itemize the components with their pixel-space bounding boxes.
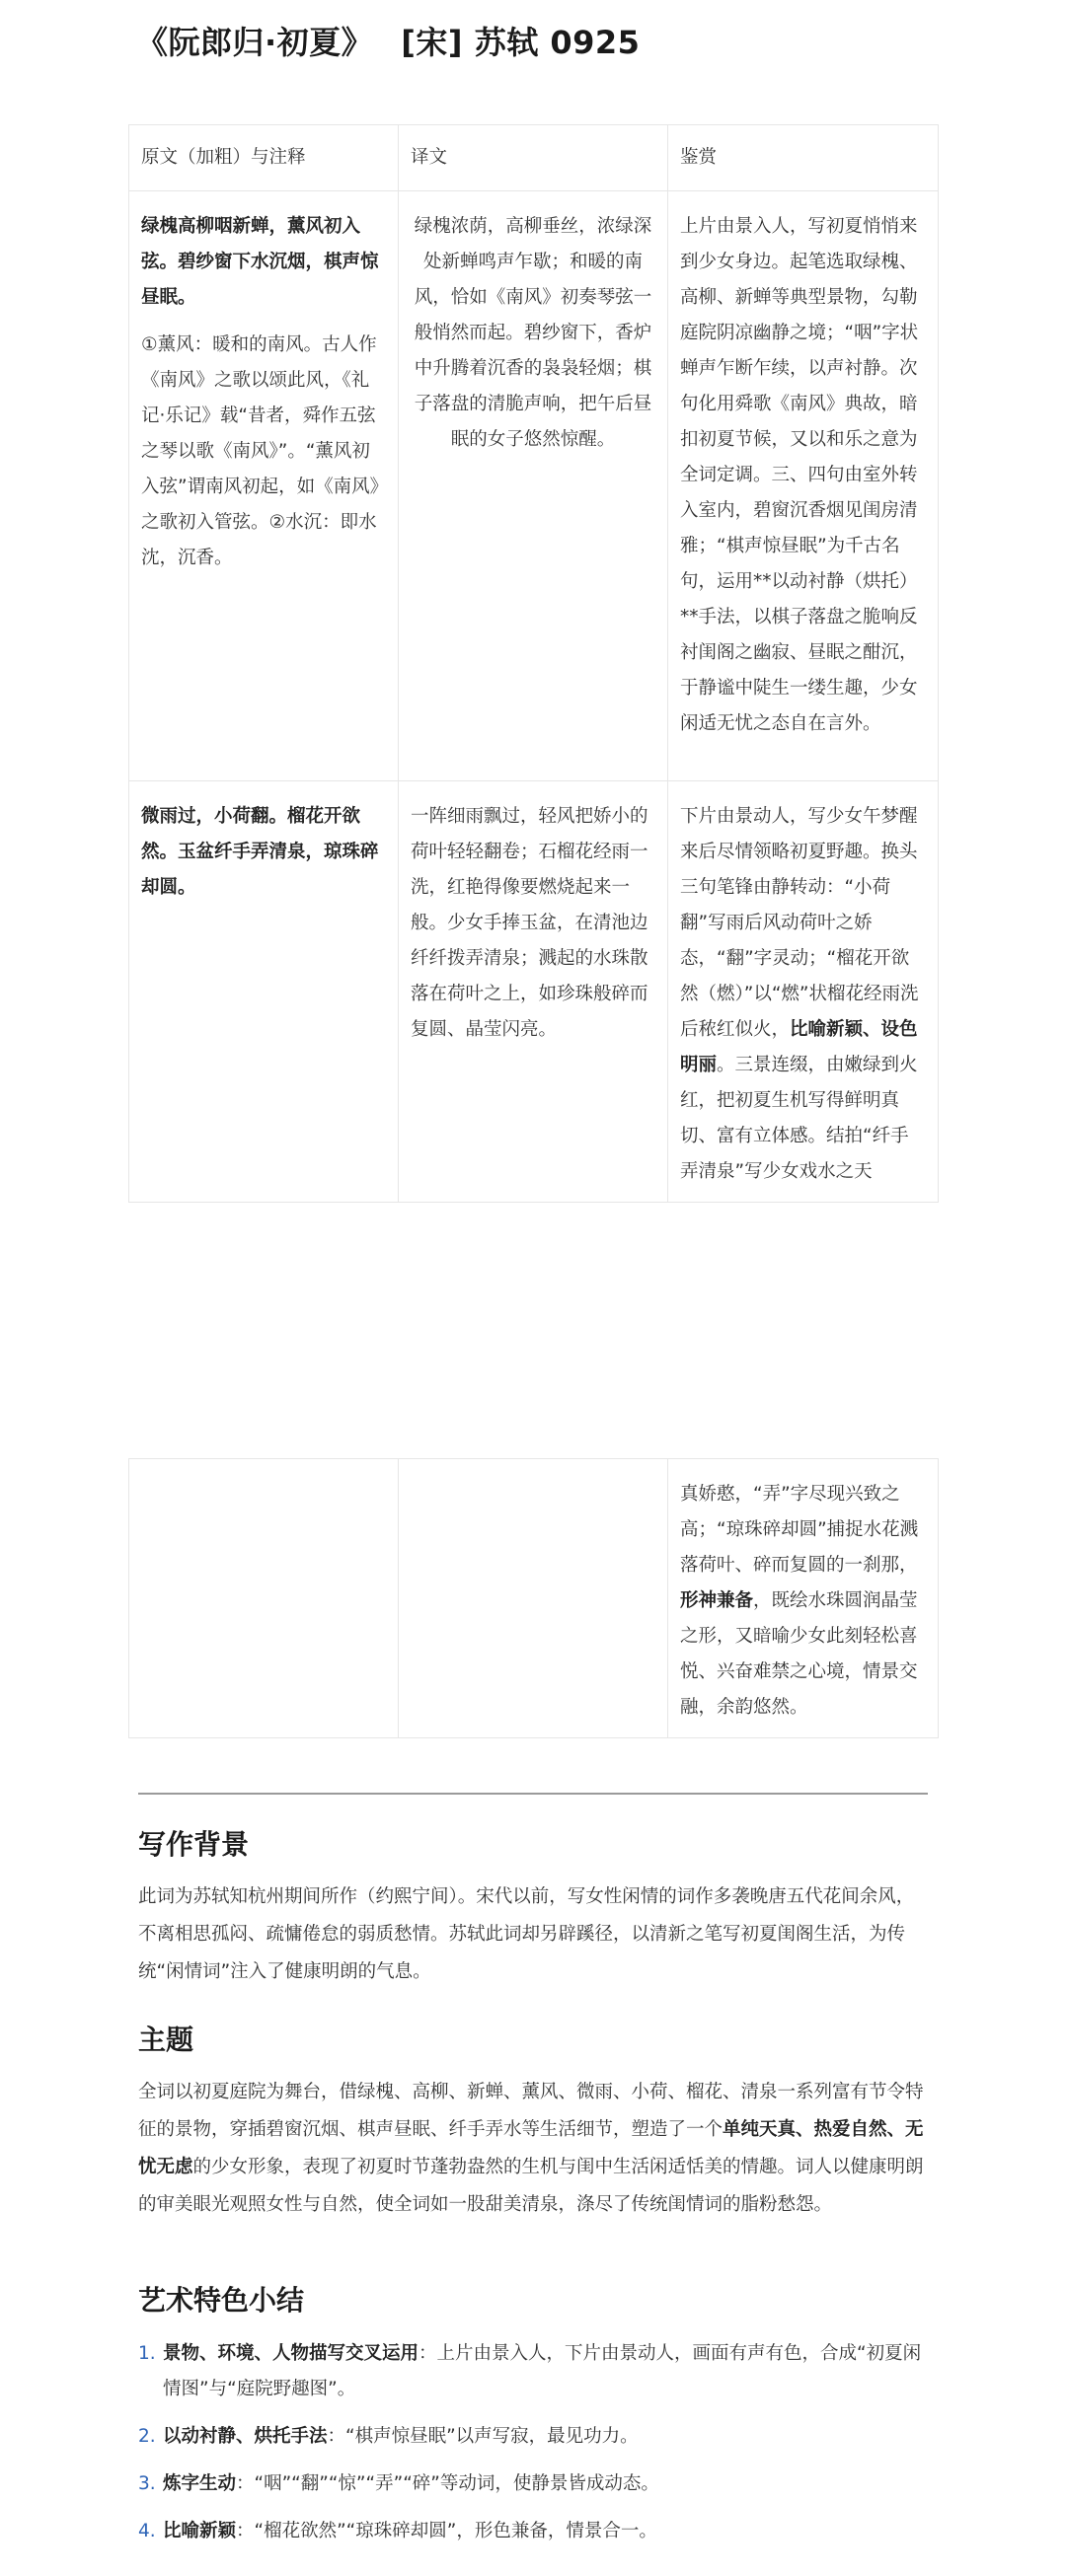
cell-appreciation <box>668 1459 939 1738</box>
table-row <box>129 191 939 781</box>
list-item <box>138 2514 928 2549</box>
cell-original <box>129 191 399 781</box>
cell-original <box>129 781 399 1203</box>
background-heading: 写作背景 <box>138 1828 250 1861</box>
table-header-row <box>129 125 939 191</box>
table-row <box>129 1459 939 1738</box>
theme-text-part: 的少女形象，表现了初夏时节蓬勃盎然的生机与闺中生活闲适恬美的情趣。词人以健康明朗的审美眼光观照女性与自然，使全词如一股甜美清泉，涤尽了传统闺情词的脂粉愁怨。 <box>138 2157 924 2215</box>
cell-translation: 绿槐浓荫，高柳垂丝，浓绿深处新蝉鸣声乍歇；和暖的南风，恰如《南风》初奏琴弦一般悄然而起。碧纱窗下，香炉中升腾着沉香的袅袅轻烟；棋子落盘的清脆声响，把午后昼眠的女子悠然惊醒。 <box>399 191 668 781</box>
appreciation-text: ，既绘水珠圆润晶莹之形，又暗喻少女此刻轻松喜悦、兴奋难禁之心境，情景交融，余韵悠然。 <box>680 1590 918 1718</box>
list-number: 3. <box>138 2473 156 2494</box>
theme-text <box>138 2074 928 2224</box>
poem-table <box>128 124 939 1203</box>
list-number: 2. <box>138 2426 156 2447</box>
original-text: 微雨过，小荷翻。榴花开欲然。玉盆纤手弄清泉，琼珠碎却圆。 <box>141 806 379 898</box>
list-item-text: ：“榴花欲然”“琼珠碎却圆”，形色兼备，情景合一。 <box>236 2521 657 2541</box>
list-number: 1. <box>138 2343 156 2364</box>
list-item-title: 景物、环境、人物描写交叉运用 <box>163 2343 419 2364</box>
theme-text-part: 全词以初夏庭院为舞台，借绿槐、高柳、新蝉、薰风、微雨、小荷、榴花、清泉一系列富有节令特征的景物，穿插碧窗沉烟、棋声昼眠、纤手弄水等生活细节，塑造了一个 <box>138 2082 924 2140</box>
appreciation-emphasis: 比喻新颖、设色明丽 <box>680 1019 918 1075</box>
list-number: 4. <box>138 2521 156 2541</box>
cell-translation: 一阵细雨飘过，轻风把娇小的荷叶轻轻翻卷；石榴花经雨一洗，红艳得像要燃烧起来一般。少女手捧玉盆，在清池边纤纤拨弄清泉；溅起的水珠散落在荷叶之上，如珍珠般碎而复圆、晶莹闪亮。 <box>399 781 668 1203</box>
appreciation-text: 。三景连缀，由嫩绿到火红，把初夏生机写得鲜明真切、富有立体感。结拍“纤手弄清泉”写少女戏水之天 <box>680 1055 918 1182</box>
list-item-title: 比喻新颖 <box>163 2521 237 2541</box>
original-text: 绿槐高柳咽新蝉，薰风初入弦。碧纱窗下水沉烟，棋声惊昼眠。 <box>141 216 379 308</box>
appreciation-text: 真娇憨，“弄”字尽现兴致之高；“琼珠碎却圆”捕捉水花溅落荷叶、碎而复圆的一刹那， <box>680 1484 919 1576</box>
table-row <box>129 781 939 1203</box>
list-item-text: ：上片由景入人，下片由景动人，画面有声有色，合成“初夏闲情图”与“庭院野趣图”。 <box>163 2343 922 2399</box>
list-item-title: 以动衬静、烘托手法 <box>163 2426 328 2447</box>
list-item <box>138 2336 928 2407</box>
cell-appreciation <box>668 781 939 1203</box>
list-item-text: ：“咽”“翻”“惊”“弄”“碎”等动词，使静景皆成动态。 <box>236 2473 659 2494</box>
page-title: 《阮郎归·初夏》 [宋] 苏轼 0925 <box>136 24 641 61</box>
theme-heading: 主题 <box>138 2024 194 2056</box>
header-translation: 译文 <box>399 125 668 191</box>
list-item-text: ：“棋声惊昼眠”以声写寂，最见功力。 <box>327 2426 639 2447</box>
poem-table-continued <box>128 1458 939 1738</box>
list-item <box>138 2466 928 2502</box>
list-item <box>138 2419 928 2455</box>
header-original: 原文（加粗）与注释 <box>129 125 399 191</box>
features-list <box>138 2336 928 2561</box>
list-item-title: 炼字生动 <box>163 2473 237 2494</box>
cell-appreciation: 上片由景入人，写初夏悄悄来到少女身边。起笔选取绿槐、高柳、新蝉等典型景物，勾勒庭院阴凉幽静之境；“咽”字状蝉声乍断乍续，以声衬静。次句化用舜歌《南风》典故，暗扣初夏节候，又以和乐之意为全词定调。三、四句由室外转入室内，碧窗沉香烟见闺房清雅；“棋声惊昼眠”为千古名句，运用**以动衬静（烘托）**手法，以棋子落盘之脆响反衬闺阁之幽寂、昼眠之酣沉，于静谧中陡生一缕生趣，少女闲适无忧之态自在言外。 <box>668 191 939 781</box>
summary-heading: 艺术特色小结 <box>138 2284 305 2317</box>
cell-translation <box>399 1459 668 1738</box>
annotation-text: ①薰风：暖和的南风。古人作《南风》之歌以颂此风，《礼记·乐记》载“昔者，舜作五弦之琴以歌《南风》”。“薰风初入弦”谓南风初起，如《南风》之歌初入管弦。②水沉：即水沈，沉香。 <box>141 334 379 568</box>
background-text: 此词为苏轼知杭州期间所作（约熙宁间）。宋代以前，写女性闲情的词作多袭晚唐五代花间余风，不离相思孤闷、疏慵倦怠的弱质愁情。苏轼此词却另辟蹊径，以清新之笔写初夏闺阁生活，为传统“闲情词”注入了健康明朗的气息。 <box>138 1886 915 1982</box>
cell-original <box>129 1459 399 1738</box>
appreciation-emphasis: 形神兼备 <box>680 1590 754 1611</box>
header-appreciation: 鉴赏 <box>668 125 939 191</box>
theme-emphasis: 单纯天真、热爱自然、无忧无虑 <box>138 2119 924 2177</box>
section-divider <box>138 1793 928 1795</box>
appreciation-text: 下片由景动人，写少女午梦醒来后尽情领略初夏野趣。换头三句笔锋由静转动：“小荷翻”写雨后风动荷叶之娇态，“翻”字灵动；“榴花开欲然（燃）”以“燃”状榴花经雨洗后秾红似火， <box>680 806 919 1040</box>
